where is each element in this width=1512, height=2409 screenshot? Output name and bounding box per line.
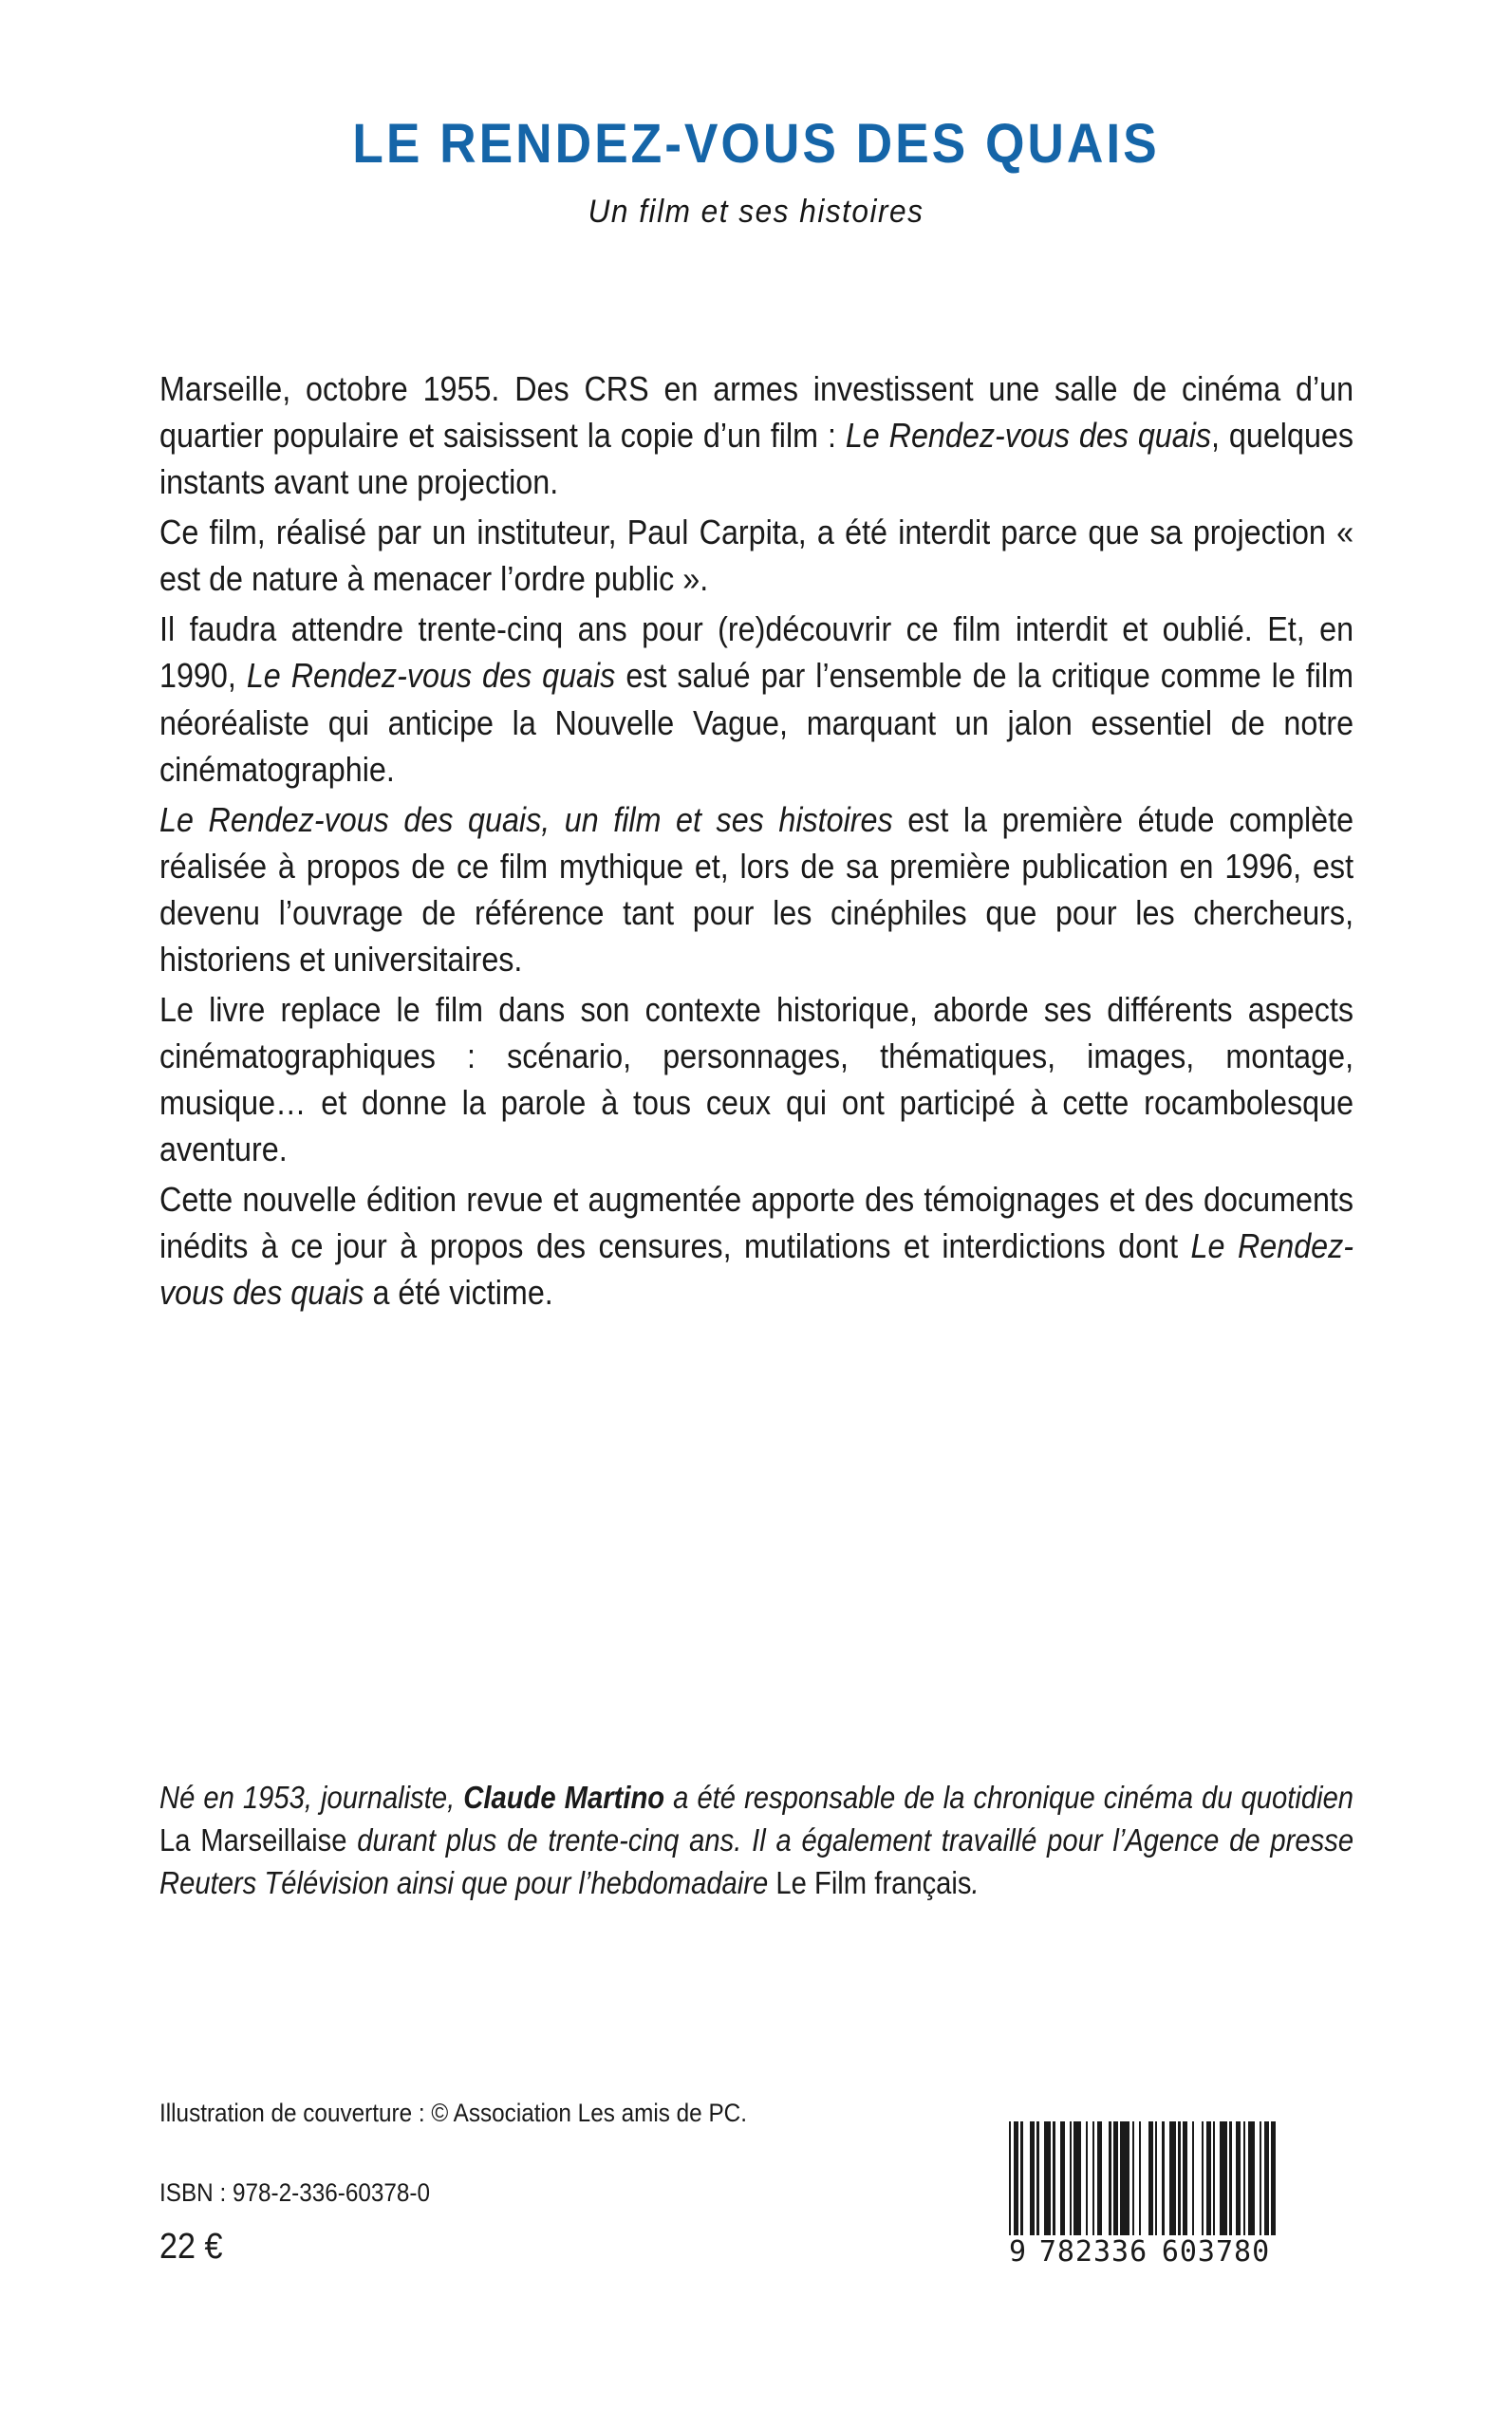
barcode-bar: [1248, 2121, 1255, 2250]
blurb-paragraph: [159, 986, 1353, 1172]
text-run: Il faudra attendre trente-cinq ans pour (re)découvrir ce film interdit et oublié. Et, en 1990,: [159, 609, 1354, 696]
text-run: La Marseillaise: [159, 1821, 347, 1858]
text-run: durant plus de trente-cinq ans. Il a également travaillé pour l’Agence de presse Reuters Télévision ainsi que pour l’hebdomadaire: [159, 1821, 1354, 1900]
text-run: Le Rendez-vous des quais, un film et ses histoires: [159, 799, 893, 839]
text-run: Le Film français: [775, 1864, 972, 1900]
cover-illustration-credit: Illustration de couverture : © Association Les amis de PC.: [159, 2099, 747, 2127]
author-bio-paragraph: [159, 1777, 1353, 1905]
text-run: Cette nouvelle édition revue et augmentée apporte des témoignages et des documents inédits à ce jour à propos des censures, mutilations et interdictions dont: [159, 1180, 1354, 1266]
barcode-group-left: 782336: [1034, 2235, 1153, 2269]
cover-header: [0, 113, 1512, 230]
page-subtitle: Un film et ses histoires: [588, 193, 924, 230]
barcode-digits: [1009, 2235, 1328, 2269]
barcode-bar: [1073, 2121, 1080, 2250]
text-run: est salué par l’ensemble de la critique comme le film néoréaliste qui anticipe la Nouvelle Vague, marquant un jalon essentiel de notre cinématographie.: [159, 656, 1354, 789]
ean13-barcode: [1009, 2121, 1328, 2269]
text-run: .: [971, 1864, 980, 1900]
text-run: Le Rendez-vous des quais: [845, 416, 1212, 456]
barcode-lead-digit: 9: [1009, 2235, 1034, 2269]
barcode-bar: [1220, 2121, 1226, 2250]
blurb-paragraph: [159, 796, 1353, 982]
price-label: 22 €: [159, 2226, 223, 2267]
isbn-line: ISBN : 978-2-336-60378-0: [159, 2177, 431, 2207]
barcode-bar: [1044, 2121, 1051, 2250]
text-run: Marseille, octobre 1955. Des CRS en armes investissent une salle de cinéma d’un quartier populaire et saisissent la copie d’un film :: [159, 369, 1354, 456]
blurb-paragraph: [159, 509, 1353, 602]
text-run: Ce film, réalisé par un instituteur, Paul Carpita, a été interdit parce que sa projection « est de nature à menacer l’ordre public ».: [159, 513, 1354, 599]
author-bio: [159, 1777, 1353, 1905]
blurb-text: [159, 365, 1353, 1320]
page-title: LE RENDEZ-VOUS DES QUAIS: [352, 113, 1160, 175]
text-run: Né en 1953, journaliste,: [159, 1780, 464, 1815]
text-run: a été responsable de la chronique cinéma du quotidien: [664, 1780, 1354, 1815]
blurb-paragraph: [159, 365, 1353, 505]
text-run: Le Rendez-vous des quais: [159, 1226, 1354, 1313]
text-run: a été victime.: [364, 1273, 553, 1313]
text-run: Le livre replace le film dans son contexte historique, aborde ses différents aspects cinématographiques : scénario, personnages, thématiques, images, montage, musique… et donne la parole à tous ceux qui ont participé à cette rocambolesque aventure.: [159, 990, 1354, 1169]
blurb-paragraph: [159, 606, 1353, 792]
barcode-bar: [1169, 2121, 1176, 2250]
barcode-group-right: 603780: [1153, 2235, 1279, 2269]
text-run: , quelques instants avant une projection.: [159, 416, 1354, 502]
text-run: Claude Martino: [463, 1780, 665, 1815]
text-run: Le Rendez-vous des quais: [246, 656, 616, 696]
blurb-paragraph: [159, 1176, 1353, 1316]
text-run: est la première étude complète réalisée à propos de ce film mythique et, lors de sa première publication en 1996, est devenu l’ouvrage de référence tant pour les cinéphiles que pour les chercheurs, historiens et universitaires.: [159, 799, 1354, 979]
